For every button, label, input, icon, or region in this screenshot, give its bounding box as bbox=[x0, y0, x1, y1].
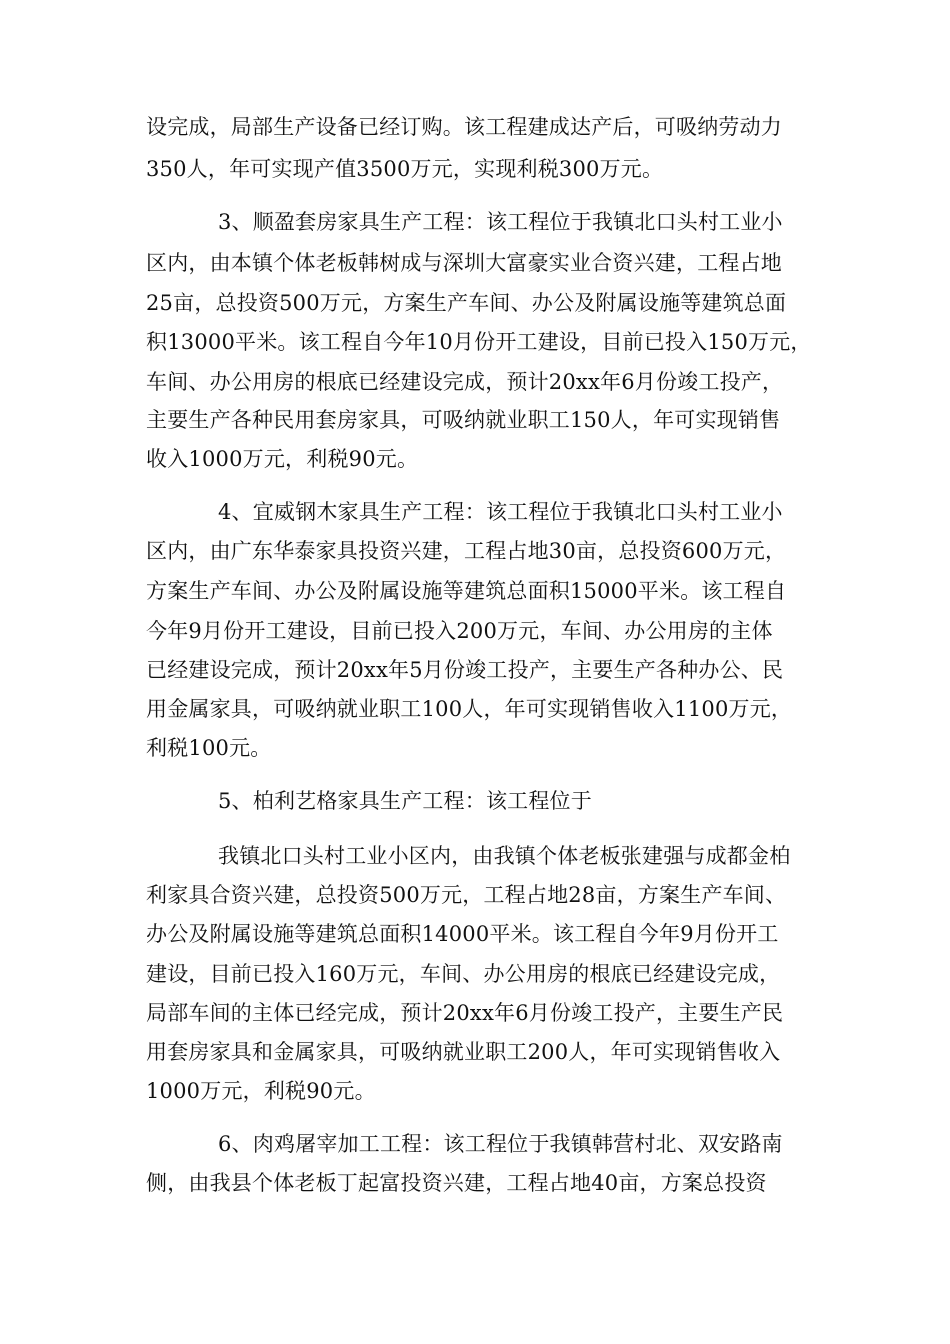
text-line: 3、顺盈套房家具生产工程：该工程位于我镇北口头村工业小 bbox=[218, 210, 783, 234]
text-line: 利家具合资兴建，总投资500万元，工程占地28亩，方案生产车间、 bbox=[146, 883, 787, 907]
text-line: 积13000平米。该工程自今年10月份开工建设，目前已投入150万元， bbox=[146, 330, 812, 354]
text-line: 今年9月份开工建设，目前已投入200万元，车间、办公用房的主体 bbox=[146, 619, 773, 643]
text-line: 25亩，总投资500万元，方案生产车间、办公及附属设施等建筑总面 bbox=[146, 291, 787, 315]
text-line: 主要生产各种民用套房家具，可吸纳就业职工150人，年可实现销售 bbox=[146, 408, 781, 432]
text-line: 用金属家具，可吸纳就业职工100人，年可实现销售收入1100万元， bbox=[146, 697, 793, 721]
text-line: 1000万元，利税90元。 bbox=[146, 1079, 376, 1103]
text-line: 侧，由我县个体老板丁起富投资兴建，工程占地40亩，方案总投资 bbox=[146, 1171, 767, 1195]
text-line: 方案生产车间、办公及附属设施等建筑总面积15000平米。该工程自 bbox=[146, 579, 787, 603]
text-line: 区内，由广东华泰家具投资兴建，工程占地30亩，总投资600万元， bbox=[146, 539, 787, 563]
text-line: 局部车间的主体已经完成，预计20xx年6月份竣工投产，主要生产民 bbox=[146, 1001, 784, 1025]
text-line: 用套房家具和金属家具，可吸纳就业职工200人，年可实现销售收入 bbox=[146, 1040, 781, 1064]
text-line: 350人，年可实现产值3500万元，实现利税300万元。 bbox=[146, 157, 664, 181]
text-line: 利税100元。 bbox=[146, 736, 272, 760]
text-line: 区内，由本镇个体老板韩树成与深圳大富豪实业合资兴建，工程占地 bbox=[146, 251, 782, 275]
text-line: 5、柏利艺格家具生产工程：该工程位于 bbox=[218, 789, 592, 813]
text-line: 我镇北口头村工业小区内，由我镇个体老板张建强与成都金柏 bbox=[218, 844, 791, 868]
text-line: 6、肉鸡屠宰加工工程：该工程位于我镇韩营村北、双安路南 bbox=[218, 1132, 783, 1156]
text-line: 已经建设完成，预计20xx年5月份竣工投产，主要生产各种办公、民 bbox=[146, 658, 784, 682]
text-line: 收入1000万元，利税90元。 bbox=[146, 447, 419, 471]
text-line: 建设，目前已投入160万元，车间、办公用房的根底已经建设完成， bbox=[146, 962, 781, 986]
text-line: 4、宜威钢木家具生产工程：该工程位于我镇北口头村工业小 bbox=[218, 500, 783, 524]
text-line: 办公及附属设施等建筑总面积14000平米。该工程自今年9月份开工 bbox=[146, 922, 779, 946]
text-line: 车间、办公用房的根底已经建设完成，预计20xx年6月份竣工投产， bbox=[146, 370, 784, 394]
text-line: 设完成，局部生产设备已经订购。该工程建成达产后，可吸纳劳动力 bbox=[146, 115, 782, 139]
